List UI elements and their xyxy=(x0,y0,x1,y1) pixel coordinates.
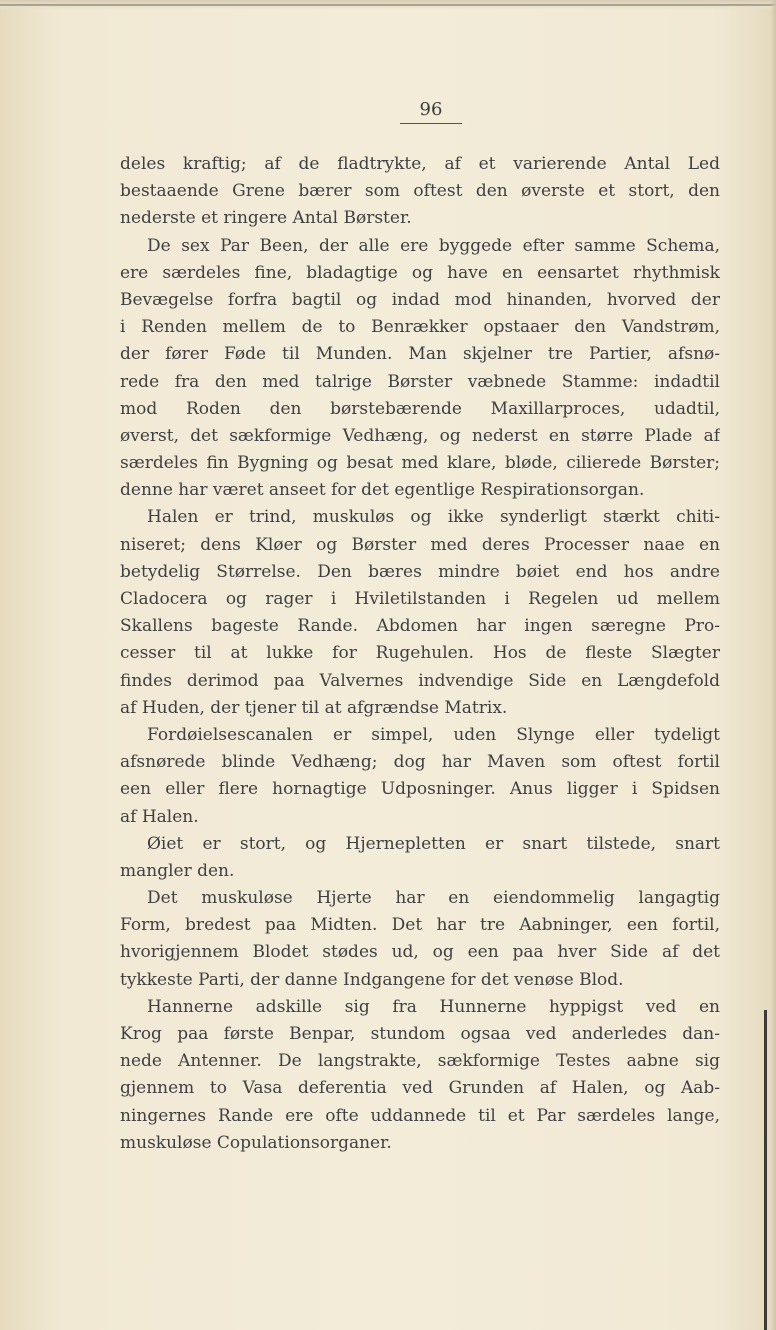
text-line: ningernes Rande ere ofte uddannede til et Par særdeles lange, xyxy=(120,1105,720,1126)
scan-top-rule xyxy=(0,4,776,6)
scan-right-border xyxy=(764,1010,767,1330)
text-line: cesser til at lukke for Rugehulen. Hos de fleste Slægter xyxy=(120,643,720,664)
text-line: gjennem to Vasa deferentia ved Grunden af Halen, og Aab- xyxy=(120,1078,720,1099)
text-line: af Huden, der tjener til at afgrændse Matrix. xyxy=(120,697,508,718)
paragraph-start-line: Fordøielsescanalen er simpel, uden Slynge eller tydeligt xyxy=(147,724,720,745)
text-line: bestaaende Grene bærer som oftest den øverste et stort, den xyxy=(120,181,720,202)
text-line: findes derimod paa Valvernes indvendige Side en Længdefold xyxy=(120,670,720,691)
paragraph-start-line: Øiet er stort, og Hjernepletten er snart tilstede, snart xyxy=(147,833,720,854)
text-line: mangler den. xyxy=(120,860,235,881)
paragraph-start-line: Hannerne adskille sig fra Hunnerne hyppigst ved en xyxy=(147,996,720,1017)
text-line: af Halen. xyxy=(120,806,199,827)
text-line: Bevægelse forfra bagtil og indad mod hinanden, hvorved der xyxy=(120,289,720,310)
text-line: niseret; dens Kløer og Børster med deres Processer naae en xyxy=(120,534,720,555)
text-line: muskuløse Copulationsorganer. xyxy=(120,1132,392,1153)
text-line: der fører Føde til Munden. Man skjelner tre Partier, afsnø- xyxy=(120,344,720,365)
text-line: rede fra den med talrige Børster væbnede Stamme: indadtil xyxy=(120,371,720,392)
body-text xyxy=(120,151,720,1157)
text-line: deles kraftig; af de fladtrykte, af et varierende Antal Led xyxy=(120,154,720,174)
text-line: i Renden mellem de to Benrækker opstaaer den Vandstrøm, xyxy=(120,317,720,338)
page-number: 96 xyxy=(400,99,462,124)
text-line: øverst, det sækformige Vedhæng, og nederst en større Plade af xyxy=(120,425,720,446)
text-line: Cladocera og rager i Hviletilstanden i Regelen ud mellem xyxy=(120,589,720,609)
text-line: særdeles fin Bygning og besat med klare, bløde, cilierede Børster; xyxy=(120,453,720,474)
text-line: nederste et ringere Antal Børster. xyxy=(120,208,412,229)
text-line: Skallens bageste Rande. Abdomen har ingen særegne Pro- xyxy=(120,616,720,637)
paragraph-start-line: Det muskuløse Hjerte har en eiendommelig langagtig xyxy=(147,888,720,909)
text-line: tykkeste Parti, der danne Indgangene for det venøse Blod. xyxy=(120,969,624,990)
text-line: denne har været anseet for det egentlige Respirationsorgan. xyxy=(120,480,645,501)
paragraph-start-line: De sex Par Been, der alle ere byggede efter samme Schema, xyxy=(147,235,720,256)
paragraph-start-line: Halen er trind, muskuløs og ikke synderligt stærkt chiti- xyxy=(147,507,720,528)
text-line: betydelig Størrelse. Den bæres mindre bøiet end hos andre xyxy=(120,561,720,582)
text-line: Form, bredest paa Midten. Det har tre Aabninger, een fortil, xyxy=(120,915,720,936)
text-line: afsnørede blinde Vedhæng; dog har Maven som oftest fortil xyxy=(120,752,720,773)
text-line: een eller flere hornagtige Udposninger. Anus ligger i Spidsen xyxy=(120,779,720,800)
text-line: mod Roden den børstebærende Maxillarproces, udadtil, xyxy=(120,398,720,419)
text-line: ere særdeles fine, bladagtige og have en eensartet rhythmisk xyxy=(120,262,720,283)
text-line: Krog paa første Benpar, stundom ogsaa ved anderledes dan- xyxy=(120,1024,720,1044)
page-right-edge xyxy=(770,0,776,1330)
text-line: hvorigjennem Blodet stødes ud, og een paa hver Side af det xyxy=(120,942,720,963)
text-line: nede Antenner. De langstrakte, sækformige Testes aabne sig xyxy=(120,1051,720,1072)
